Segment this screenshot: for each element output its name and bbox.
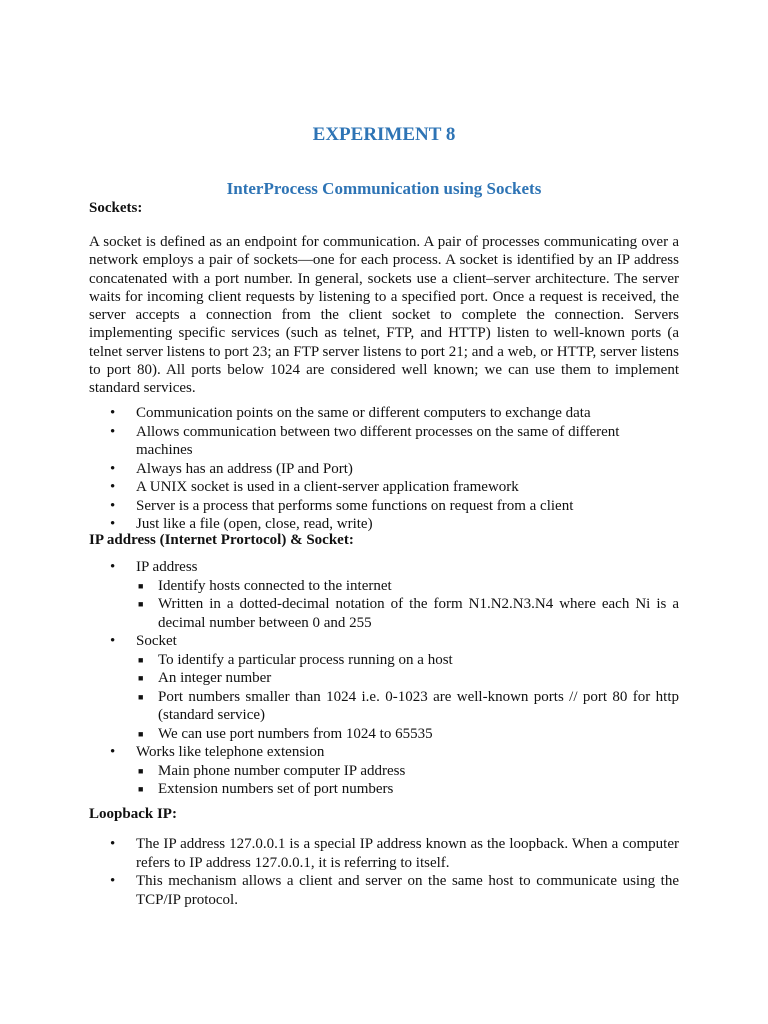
ip-heading: IP address (Internet Prortocol) & Socket: <box>89 532 354 548</box>
list-item: • Server is a process that performs some functions on request from a client <box>110 497 574 514</box>
sub-list-item: ■ To identify a particular process running on a host <box>138 651 453 668</box>
list-item: • A UNIX socket is used in a client-server application framework <box>110 479 519 495</box>
sub-list-item: ■ Extension numbers set of port numbers <box>138 781 394 797</box>
loopback-heading: Loopback IP: <box>89 806 177 822</box>
ip-list <box>89 558 679 799</box>
document-subtitle: InterProcess Communication using Sockets <box>226 179 542 198</box>
sockets-bullet-list <box>89 404 679 534</box>
document-title: EXPERIMENT 8 <box>312 124 456 145</box>
sub-list-item: ■ We can use port numbers from 1024 to 65535 <box>138 725 433 742</box>
list-item: • Just like a file (open, close, read, write) <box>110 516 373 532</box>
sub-list-item: ■ An integer number <box>138 670 272 686</box>
loopback-list <box>89 835 679 909</box>
sockets-heading: Sockets: <box>89 200 143 216</box>
sub-list-item: ■ Main phone number computer IP address <box>138 762 406 779</box>
sub-list-item: ■ Identify hosts connected to the internet <box>138 577 392 594</box>
list-item: • Always has an address (IP and Port) <box>110 460 353 477</box>
list-item: • Works like telephone extension ■ Main phone number computer IP address ■ Extension numbers set of port numbers <box>89 743 679 799</box>
list-item: • Allows communication between two different processes on the same of different machines <box>110 423 620 458</box>
sockets-paragraph: A socket is defined as an endpoint for communication. A pair of processes communicating over a network employs a pair of sockets—one for each process. A socket is identified by an IP address concatenated with a port number. In general, sockets use a client–server architecture. The server waits for incoming client requests by listening to a specified port. Once a request is received, the server accepts a connection from the client socket to complete the connection. Servers implementing specific services (such as telnet, FTP, and HTTP) listen to well-known ports (a telnet server listens to port 23; an FTP server listens to port 21; and a web, or HTTP, server listens to port 80). All ports below 1024 are considered well known; we can use them to implement standard services. <box>89 234 679 397</box>
sub-list-item: ■ Written in a dotted-decimal notation of the form N1.N2.N3.N4 where each Ni is a decimal number between 0 and 255 <box>138 596 679 631</box>
list-item: • The IP address 127.0.0.1 is a special IP address known as the loopback. When a computer refers to IP address 127.0.0.1, it is referring to itself. <box>110 836 679 871</box>
list-item: • This mechanism allows a client and server on the same host to communicate using the TCP/IP protocol. <box>110 873 679 908</box>
list-item: • Socket ■ To identify a particular process running on a host ■ An integer number ■ Port numbers smaller than 1024 i.e. 0-1023 are well-known ports // port 80 for http (standard service) ■ We can use port numbers from 1024 to 65535 <box>89 632 679 743</box>
list-item: • Communication points on the same or different computers to exchange data <box>110 405 591 421</box>
sub-list-item: ■ Port numbers smaller than 1024 i.e. 0-1023 are well-known ports // port 80 for http (standard service) <box>138 688 679 723</box>
list-item: • IP address ■ Identify hosts connected to the internet ■ Written in a dotted-decimal notation of the form N1.N2.N3.N4 where each Ni is a decimal number between 0 and 255 <box>89 558 679 632</box>
